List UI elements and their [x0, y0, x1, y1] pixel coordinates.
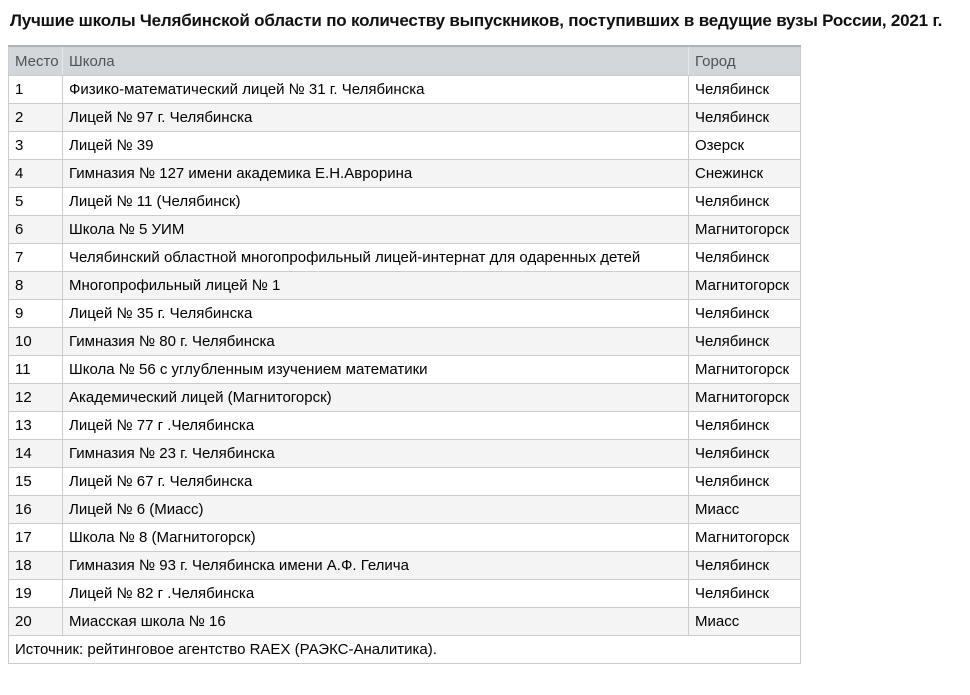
- table-row: [9, 328, 801, 356]
- school-cell: Челябинский областной многопрофильный лицей-интернат для одаренных детей: [63, 244, 689, 272]
- table-row: [9, 580, 801, 608]
- city-cell: Челябинск: [689, 328, 801, 356]
- city-cell: Магнитогорск: [689, 524, 801, 552]
- table-row: [9, 552, 801, 580]
- school-cell: Гимназия № 127 имени академика Е.Н.Аврорина: [63, 160, 689, 188]
- school-cell: Школа № 56 с углубленным изучением математики: [63, 356, 689, 384]
- table-row: [9, 132, 801, 160]
- city-cell: Магнитогорск: [689, 272, 801, 300]
- rank-cell: 9: [9, 300, 63, 328]
- column-header-rank: Место: [9, 46, 63, 76]
- city-cell: Магнитогорск: [689, 384, 801, 412]
- city-cell: Магнитогорск: [689, 356, 801, 384]
- school-cell: Лицей № 82 г .Челябинска: [63, 580, 689, 608]
- school-cell: Лицей № 6 (Миасс): [63, 496, 689, 524]
- school-cell: Многопрофильный лицей № 1: [63, 272, 689, 300]
- rank-cell: 12: [9, 384, 63, 412]
- table-header-row: [9, 46, 801, 76]
- rank-cell: 1: [9, 76, 63, 104]
- rank-cell: 20: [9, 608, 63, 636]
- rank-cell: 13: [9, 412, 63, 440]
- city-cell: Челябинск: [689, 76, 801, 104]
- table-row: [9, 76, 801, 104]
- school-cell: Гимназия № 93 г. Челябинска имени А.Ф. Гелича: [63, 552, 689, 580]
- rank-cell: 8: [9, 272, 63, 300]
- city-cell: Снежинск: [689, 160, 801, 188]
- school-cell: Лицей № 39: [63, 132, 689, 160]
- table-body: [9, 76, 801, 636]
- table-row: [9, 272, 801, 300]
- table-row: [9, 300, 801, 328]
- table-row: [9, 468, 801, 496]
- table-row: [9, 412, 801, 440]
- school-cell: Лицей № 97 г. Челябинска: [63, 104, 689, 132]
- rank-cell: 7: [9, 244, 63, 272]
- city-cell: Челябинск: [689, 188, 801, 216]
- school-cell: Лицей № 35 г. Челябинска: [63, 300, 689, 328]
- school-cell: Лицей № 77 г .Челябинска: [63, 412, 689, 440]
- rank-cell: 18: [9, 552, 63, 580]
- city-cell: Челябинск: [689, 580, 801, 608]
- school-cell: Гимназия № 80 г. Челябинска: [63, 328, 689, 356]
- city-cell: Миасс: [689, 496, 801, 524]
- city-cell: Озерск: [689, 132, 801, 160]
- table-row: [9, 524, 801, 552]
- rank-cell: 17: [9, 524, 63, 552]
- table-row: [9, 244, 801, 272]
- rank-cell: 4: [9, 160, 63, 188]
- city-cell: Миасс: [689, 608, 801, 636]
- schools-ranking-table: [8, 45, 801, 664]
- table-row: [9, 440, 801, 468]
- rank-cell: 10: [9, 328, 63, 356]
- city-cell: Челябинск: [689, 244, 801, 272]
- rank-cell: 6: [9, 216, 63, 244]
- table-row: [9, 356, 801, 384]
- table-row: [9, 104, 801, 132]
- table-row: [9, 496, 801, 524]
- city-cell: Челябинск: [689, 104, 801, 132]
- school-cell: Гимназия № 23 г. Челябинска: [63, 440, 689, 468]
- rank-cell: 14: [9, 440, 63, 468]
- table-row: [9, 608, 801, 636]
- source-row: [9, 636, 801, 664]
- rank-cell: 3: [9, 132, 63, 160]
- city-cell: Магнитогорск: [689, 216, 801, 244]
- rank-cell: 11: [9, 356, 63, 384]
- table-row: [9, 216, 801, 244]
- city-cell: Челябинск: [689, 552, 801, 580]
- city-cell: Челябинск: [689, 440, 801, 468]
- column-header-city: Город: [689, 46, 801, 76]
- city-cell: Челябинск: [689, 300, 801, 328]
- rank-cell: 19: [9, 580, 63, 608]
- page-title: Лучшие школы Челябинской области по количеству выпускников, поступивших в ведущие вузы России, 2021 г.: [10, 11, 943, 30]
- rank-cell: 2: [9, 104, 63, 132]
- school-cell: Лицей № 67 г. Челябинска: [63, 468, 689, 496]
- table-row: [9, 188, 801, 216]
- table-row: [9, 384, 801, 412]
- school-cell: Школа № 5 УИМ: [63, 216, 689, 244]
- rank-cell: 16: [9, 496, 63, 524]
- city-cell: Челябинск: [689, 412, 801, 440]
- school-cell: Физико-математический лицей № 31 г. Челябинска: [63, 76, 689, 104]
- school-cell: Школа № 8 (Магнитогорск): [63, 524, 689, 552]
- table-row: [9, 160, 801, 188]
- rank-cell: 15: [9, 468, 63, 496]
- school-cell: Миасская школа № 16: [63, 608, 689, 636]
- rank-cell: 5: [9, 188, 63, 216]
- city-cell: Челябинск: [689, 468, 801, 496]
- school-cell: Лицей № 11 (Челябинск): [63, 188, 689, 216]
- school-cell: Академический лицей (Магнитогорск): [63, 384, 689, 412]
- source-note: Источник: рейтинговое агентство RAEX (РАЭКС-Аналитика).: [9, 636, 801, 664]
- column-header-school: Школа: [63, 46, 689, 76]
